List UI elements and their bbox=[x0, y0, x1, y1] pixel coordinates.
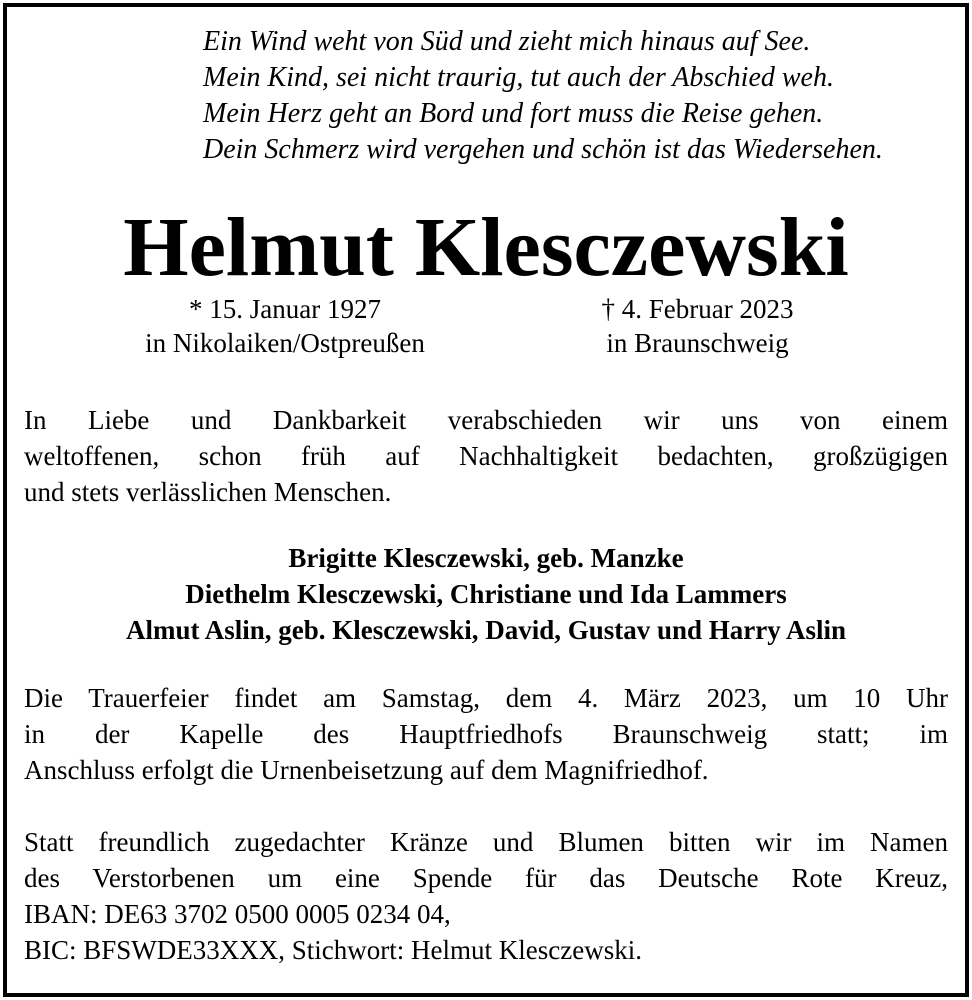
farewell-line: und stets verlässlichen Menschen. bbox=[24, 477, 392, 507]
family-line: Brigitte Klesczewski, geb. Manzke bbox=[288, 543, 684, 573]
poem-line: Mein Herz geht an Bord und fort muss die Reise gehen. bbox=[203, 98, 824, 129]
family-line: Almut Aslin, geb. Klesczewski, David, Gustav und Harry Aslin bbox=[125, 615, 847, 645]
poem-line: Ein Wind weht von Süd und zieht mich hinaus auf See. bbox=[203, 26, 811, 57]
ceremony-paragraph bbox=[24, 680, 948, 788]
ceremony-line: Die Trauerfeier findet am Samstag, dem 4. März 2023, um 10 Uhr bbox=[24, 683, 948, 713]
deceased-name: Helmut Klesczewski bbox=[123, 201, 849, 294]
birth-place: in Nikolaiken/Ostpreußen bbox=[145, 328, 425, 358]
birth-date: * 15. Januar 1927 bbox=[189, 294, 381, 324]
donation-paragraph bbox=[24, 824, 948, 968]
family-line: Diethelm Klesczewski, Christiane und Ida Lammers bbox=[185, 579, 787, 609]
farewell-line: In Liebe und Dankbarkeit verabschieden wir uns von einem bbox=[24, 405, 948, 435]
death-place: in Braunschweig bbox=[606, 328, 789, 358]
donation-iban: IBAN: DE63 3702 0500 0005 0234 04, bbox=[24, 899, 451, 929]
birth-info bbox=[100, 292, 470, 360]
donation-line: des Verstorbenen um eine Spende für das Deutsche Rote Kreuz, bbox=[24, 863, 948, 893]
death-info bbox=[525, 292, 870, 360]
donation-line: Statt freundlich zugedachter Kränze und Blumen bitten wir im Namen bbox=[24, 827, 948, 857]
farewell-line: weltoffenen, schon früh auf Nachhaltigkeit bedachten, großzügigen bbox=[24, 441, 948, 471]
farewell-paragraph bbox=[24, 402, 948, 510]
ceremony-line: in der Kapelle des Hauptfriedhofs Braunschweig statt; im bbox=[24, 719, 948, 749]
donation-bic: BIC: BFSWDE33XXX, Stichwort: Helmut Klesczewski. bbox=[24, 935, 642, 965]
family-mourners bbox=[0, 540, 972, 648]
poem-line: Dein Schmerz wird vergehen und schön ist das Wiedersehen. bbox=[203, 134, 883, 165]
poem bbox=[203, 24, 883, 168]
poem-line: Mein Kind, sei nicht traurig, tut auch der Abschied weh. bbox=[203, 62, 834, 93]
ceremony-line: Anschluss erfolgt die Urnenbeisetzung auf dem Magnifriedhof. bbox=[24, 755, 709, 785]
death-date: † 4. Februar 2023 bbox=[601, 294, 794, 324]
